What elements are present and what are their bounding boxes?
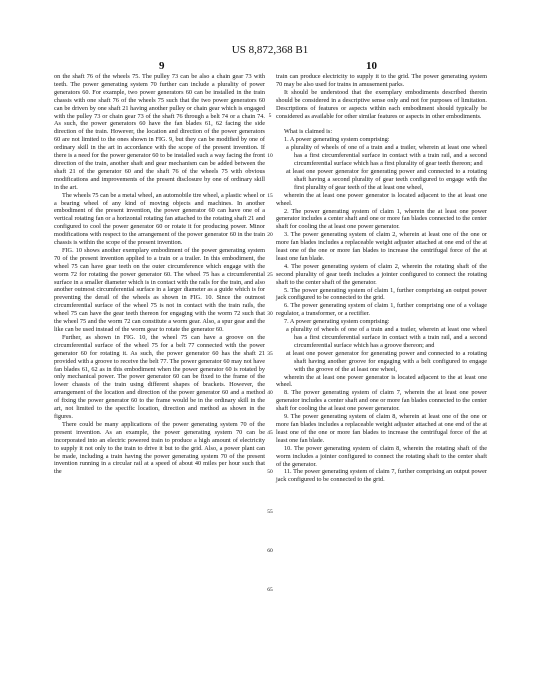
- paragraph: train can produce electricity to supply it to the grid. The power generating system 70 may be also used for trains in amusement parks.: [276, 73, 487, 88]
- paragraph: FIG. 10 shows another exemplary embodiment of the power generating system 70 of the present invention applied to a train or a trailer. In this embodiment, the wheel 75 can have gear teeth on the outer circumference which engage with the worm 72 for rotating the power generator 60. The wheel 75 has a circumferential surface in a smaller diameter which is in contact with the rails for the train, and also another outmost circumferential surface in a larger diameter as a guide which is for preventing the derail of the wheels as shown in FIG. 10. Since the outmost circumferential surface of the wheel 75 is not in contact with the train rails, the wheel 75 can have the gear teeth thereon for engaging with the worm 72 such that the wheel 75 and the worm 72 can constitute a worm gear. Also, a spur gear and the like can be used instead of the worm gear to rotate the generator 60.: [54, 246, 265, 333]
- claim-text: 2. The power generating system of claim 1, wherein the at least one power generator includes a center shaft and one or more fan blades connected to the center shaft for cooling the at least one power generator.: [276, 207, 487, 231]
- line-number: 60: [267, 548, 273, 554]
- claim-element: a plurality of wheels of one of a train and a trailer, wherein at least one wheel has a first circumferential surface in contact with a train rail, and a second circumferential surface which has a first plurality of gear teeth thereon; and: [286, 144, 487, 168]
- claim-text: 10. The power generating system of claim 8, wherein the rotating shaft of the worm includes a jointer configured to connect the rotating shaft to the center shaft of the generator.: [276, 444, 487, 468]
- right-column: [276, 73, 487, 484]
- line-number: 55: [267, 509, 273, 515]
- line-number: 20: [267, 232, 273, 238]
- patent-number: US 8,872,368 B1: [231, 44, 309, 56]
- claim-text: 9. The power generating system of claim 8, wherein at least one of the one or more fan blades includes a replaceable weight adjuster attached at one end of the at least one of the one or more fan blades to increase the centrifugal force of the at least one fan blade.: [276, 413, 487, 444]
- claim-text: 6. The power generating system of claim 1, further comprising one of a voltage regulator, a transformer, or a rectifier.: [276, 302, 487, 318]
- line-number: 45: [267, 430, 273, 436]
- paragraph: wherein the at least one power generator is located adjacent to the at least one wheel.: [276, 191, 487, 207]
- line-number: 35: [267, 351, 273, 357]
- right-page-number: 10: [366, 60, 377, 72]
- line-number: 25: [267, 272, 273, 278]
- line-number: 10: [267, 153, 273, 159]
- left-column: [54, 73, 265, 476]
- claim-text: 4. The power generating system of claim 2, wherein the rotating shaft of the second plurality of gear teeth includes a jointer configured to connect the rotating shaft to the center shaft of the generator.: [276, 262, 487, 286]
- claim-text: 8. The power generating system of claim 7, wherein the at least one power generator includes a center shaft and one or more fan blades connected to the center shaft for cooling the at least one power generator.: [276, 389, 487, 413]
- claim-text: 3. The power generating system of claim 2, wherein at least one of the one or more fan blades includes a replaceable weight adjuster attached at one end of the at least one of the one or more fan blades to increase the centrifugal force of the at least one fan blade.: [276, 231, 487, 262]
- paragraph: It should be understood that the exemplary embodiments described therein should be considered in a descriptive sense only and not for purposes of limitation. Descriptions of features or aspects within each embodiment should typically be considered as available for other similar features or aspects in other embodiments.: [276, 88, 487, 120]
- paragraph: The wheels 75 can be a metal wheel, an automobile tire wheel, a plastic wheel or a bearing wheel of any kind of moving objects and machines. In another embodiment of the present invention, the power generator 60 can have one of a vertical rotating fan or a horizontal rotating fan attached to the rotating shaft 21 and configured to cool the power generator 60 or rotate it for producing power. Minor modifications with respect to the arrangement of the power generator 60 in the train chassis is within the scope of the present invention.: [54, 191, 265, 247]
- claim-text: 5. The power generating system of claim 1, further comprising an output power jack configured to be connected to the grid.: [276, 286, 487, 302]
- paragraph: wherein the at least one power generator is located adjacent to the at least one wheel.: [276, 373, 487, 389]
- line-number: 15: [267, 193, 273, 199]
- claim-element: at least one power generator for generating power and connected to a rotating shaft having a second plurality of gear teeth configured to engage with the first plurality of gear teeth of the at least one wheel,: [286, 167, 487, 191]
- line-number: 40: [267, 390, 273, 396]
- line-number: 5: [268, 113, 272, 119]
- line-number: 50: [267, 469, 273, 475]
- claim-text: 11. The power generating system of claim 7, further comprising an output power jack configured to be connected to the grid.: [276, 468, 487, 484]
- paragraph: There could be many applications of the power generating system 70 of the present invention. As an example, the power generating system 70 can be incorporated into an electric powered train to produce a high amount of electricity to supply it not only to the train to drive it but to the grid. Also, a power plant can be made, including a train having the power generating system 70 of the present invention running in a circular rail at a speed of about 40 miles per hour such that the: [54, 420, 265, 476]
- line-number: 65: [267, 587, 273, 593]
- claims-heading: What is claimed is:: [284, 128, 333, 136]
- claim-text: 1. A power generating system comprising:: [284, 136, 390, 144]
- claim-element: at least one power generator for generating power and connected to a rotating shaft having another groove for engaging with a belt configured to engage with the groove of the at least one wheel,: [286, 349, 487, 373]
- paragraph: Further, as shown in FIG. 10, the wheel 75 can have a groove on the circumferential surface of the wheel 75 for a belt 77 connected with the power generator 60 for rotating it. As such, the power generator 60 has the shaft 21 provided with a groove to receive the belt 77. The power generator 60 may not have fan blades 61, 62 as in this embodiment when the power generator 60 is rotated by only mechanical power. The power generator 60 can be fixed to the frame of the lower chassis of the train using different shapes of brackets. However, the arrangement of the location and direction of the power generator 60 and a method of fixing the power generator 60 to the frame would be in the ordinary skill in the art, not limited to the specific location, direction and method as shown in the figures.: [54, 333, 265, 420]
- line-number: 30: [267, 311, 273, 317]
- left-page-number: 9: [159, 60, 165, 72]
- claim-element: a plurality of wheels of one of a train and a trailer, wherein at least one wheel has a first circumferential surface in contact with a train rail, and a second circumferential surface which has a groove thereon; and: [286, 326, 487, 349]
- claim-text: 7. A power generating system comprising:: [284, 318, 390, 326]
- paragraph: on the shaft 76 of the wheels 75. The pulley 73 can be also a chain gear 73 with teeth. The power generating system 70 further can include a plurality of power generators 60. For example, two power generators 60 can be installed in the train chassis with one shaft 76 of the wheels 75 such that the two power generators 60 can be driven by one shaft 21 having another pulley or chain gear which is engaged with the pulley 73 or chain gear 73 of the shaft 76 through a belt 74 or a chain 74. As such, the power generators 60 have the fan blades 61, 62 facing the side direction of the train. However, the location and direction of the power generators 60 are not limited to the ones shown in FIG. 9, but they can be modified by one of ordinary skill in the art in accordance with the scope of the present invention. If there is a need for the power generator 60 to be installed such a way facing the front direction of the train, another shaft and gear mechanism can be added between the shaft 21 of the generator 60 and the shaft 76 of the wheels 75 with obvious modifications and improvements of the present disclosure by one of ordinary skill in the art.: [54, 73, 265, 191]
